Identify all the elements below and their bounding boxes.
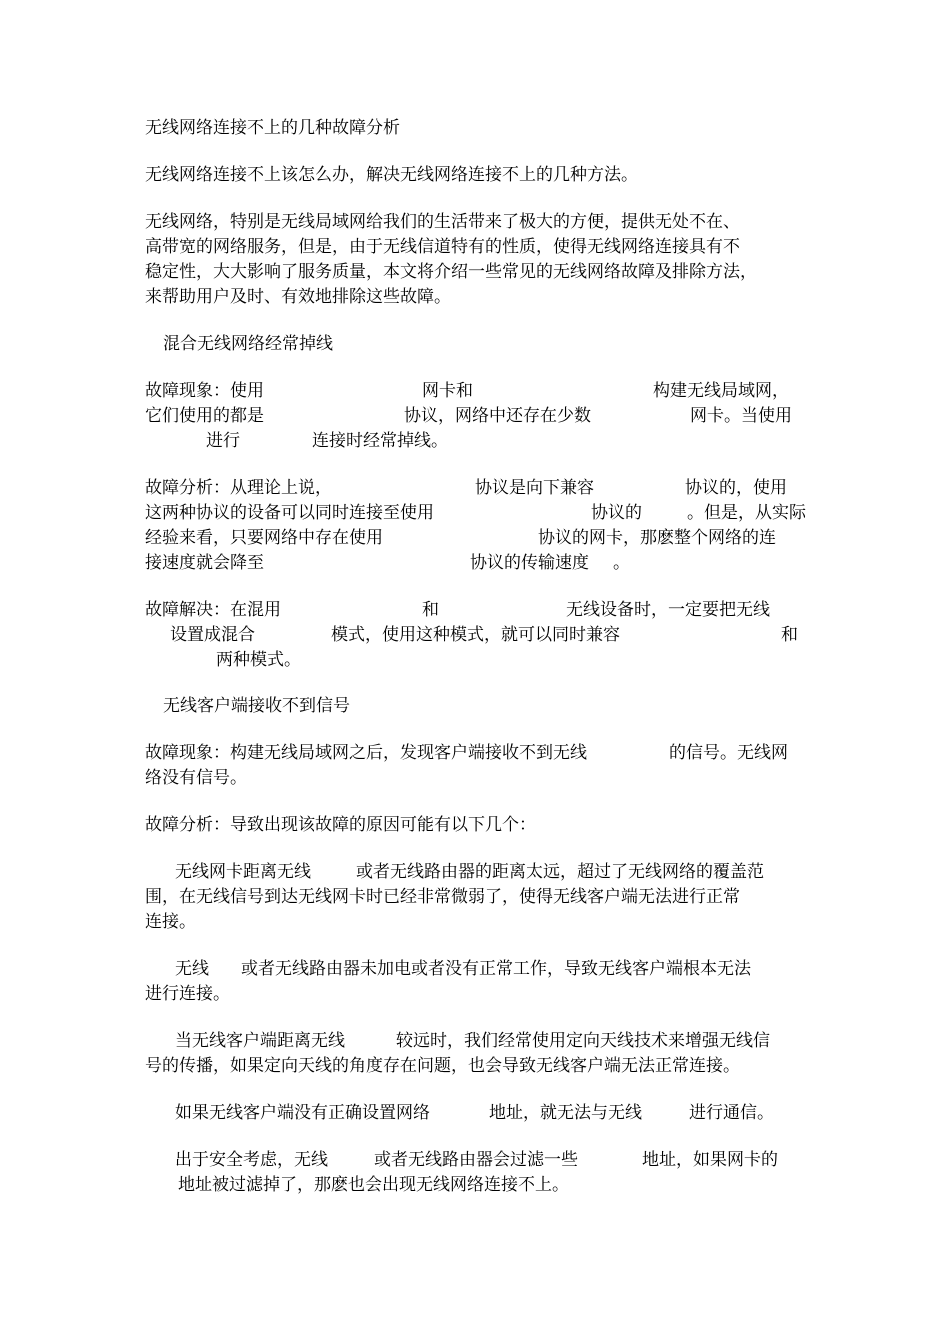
text-run: 故障现象：使用: [145, 381, 264, 401]
text-run: 网卡和: [422, 381, 473, 401]
paragraph-line: [145, 1103, 815, 1123]
paragraph-line: [145, 528, 815, 548]
document-subtitle: 无线网络连接不上该怎么办，解决无线网络连接不上的几种方法。: [145, 165, 638, 185]
text-run: 或者无线路由器会过滤一些: [374, 1150, 578, 1170]
text-run: 模式，使用这种模式，就可以同时兼容: [331, 625, 620, 645]
paragraph-line: [145, 862, 815, 882]
text-run: 接速度就会降至: [145, 553, 264, 573]
text-run: 较远时，我们经常使用定向天线技术来增强无线信: [396, 1031, 770, 1051]
paragraph-line: [145, 1150, 815, 1170]
text-run: 和: [781, 625, 798, 645]
text-run: 无线网卡距离无线: [175, 862, 311, 882]
paragraph-line: [145, 406, 815, 426]
text-run: 地址被过滤掉了，那麽也会出现无线网络连接不上。: [178, 1175, 569, 1195]
text-run: 连接时经常掉线。: [312, 431, 448, 451]
text-run: 协议是向下兼容: [475, 478, 594, 498]
text-run: 和: [422, 600, 439, 620]
text-run: 协议的: [591, 503, 642, 523]
text-run: 构建无线局域网，: [653, 381, 789, 401]
text-run: 故障现象：构建无线局域网之后，发现客户端接收不到无线: [145, 743, 587, 763]
analysis-paragraph: 故障分析：导致出现该故障的原因可能有以下几个：: [145, 815, 536, 835]
section-heading: 混合无线网络经常掉线: [163, 334, 333, 354]
text-run: 如果无线客户端没有正确设置网络: [175, 1103, 430, 1123]
paragraph-line: 号的传播，如果定向天线的角度存在问题，也会导致无线客户端无法正常连接。: [145, 1056, 740, 1076]
paragraph-line: 连接。: [145, 912, 196, 932]
paragraph-line: [145, 553, 815, 573]
text-run: 故障解决：在混用: [145, 600, 281, 620]
intro-line: 来帮助用户及时、有效地排除这些故障。: [145, 287, 451, 307]
text-run: 协议的传输速度: [470, 553, 589, 573]
text-run: 。但是，从实际: [687, 503, 806, 523]
text-run: 经验来看，只要网络中存在使用: [145, 528, 383, 548]
text-run: 这两种协议的设备可以同时连接至使用: [145, 503, 434, 523]
text-run: 。: [613, 553, 630, 573]
text-run: 当无线客户端距离无线: [175, 1031, 345, 1051]
paragraph-line: [145, 650, 815, 670]
paragraph-line: [145, 1175, 815, 1195]
text-run: 或者无线路由器的距离太远，超过了无线网络的覆盖范: [356, 862, 764, 882]
paragraph-line: 络没有信号。: [145, 768, 247, 788]
text-run: 地址，就无法与无线: [489, 1103, 642, 1123]
paragraph-line: [145, 625, 815, 645]
text-run: 协议的，使用: [685, 478, 787, 498]
text-run: 两种模式。: [216, 650, 301, 670]
paragraph-line: [145, 431, 815, 451]
intro-line: 稳定性，大大影响了服务质量，本文将介绍一些常见的无线网络故障及排除方法，: [145, 262, 757, 282]
text-run: 网卡。当使用: [690, 406, 792, 426]
paragraph-line: 进行连接。: [145, 984, 230, 1004]
text-run: 协议的网卡，那麽整个网络的连: [538, 528, 776, 548]
text-run: 无线: [175, 959, 209, 979]
paragraph-line: [145, 959, 815, 979]
paragraph-line: [145, 743, 815, 763]
text-run: 出于安全考虑，无线: [175, 1150, 328, 1170]
paragraph-line: [145, 381, 815, 401]
section-heading: 无线客户端接收不到信号: [163, 696, 350, 716]
text-run: 的信号。无线网: [669, 743, 788, 763]
document-title: 无线网络连接不上的几种故障分析: [145, 118, 400, 138]
text-run: 进行: [206, 431, 240, 451]
paragraph-line: [145, 600, 815, 620]
paragraph-line: [145, 1031, 815, 1051]
text-run: 进行通信。: [689, 1103, 774, 1123]
paragraph-line: [145, 478, 815, 498]
text-run: 地址，如果网卡的: [642, 1150, 778, 1170]
text-run: 协议，网络中还存在少数: [404, 406, 591, 426]
intro-line: 高带宽的网络服务，但是，由于无线信道特有的性质，使得无线网络连接具有不: [145, 237, 740, 257]
paragraph-line: 围，在无线信号到达无线网卡时已经非常微弱了，使得无线客户端无法进行正常: [145, 887, 740, 907]
text-run: 设置成混合: [170, 625, 255, 645]
text-run: 它们使用的都是: [145, 406, 264, 426]
paragraph-line: [145, 503, 815, 523]
text-run: 故障分析：从理论上说，: [145, 478, 332, 498]
intro-line: 无线网络，特别是无线局域网给我们的生活带来了极大的方便，提供无处不在、: [145, 212, 740, 232]
text-run: 无线设备时，一定要把无线: [566, 600, 770, 620]
text-run: 或者无线路由器未加电或者没有正常工作，导致无线客户端根本无法: [241, 959, 751, 979]
